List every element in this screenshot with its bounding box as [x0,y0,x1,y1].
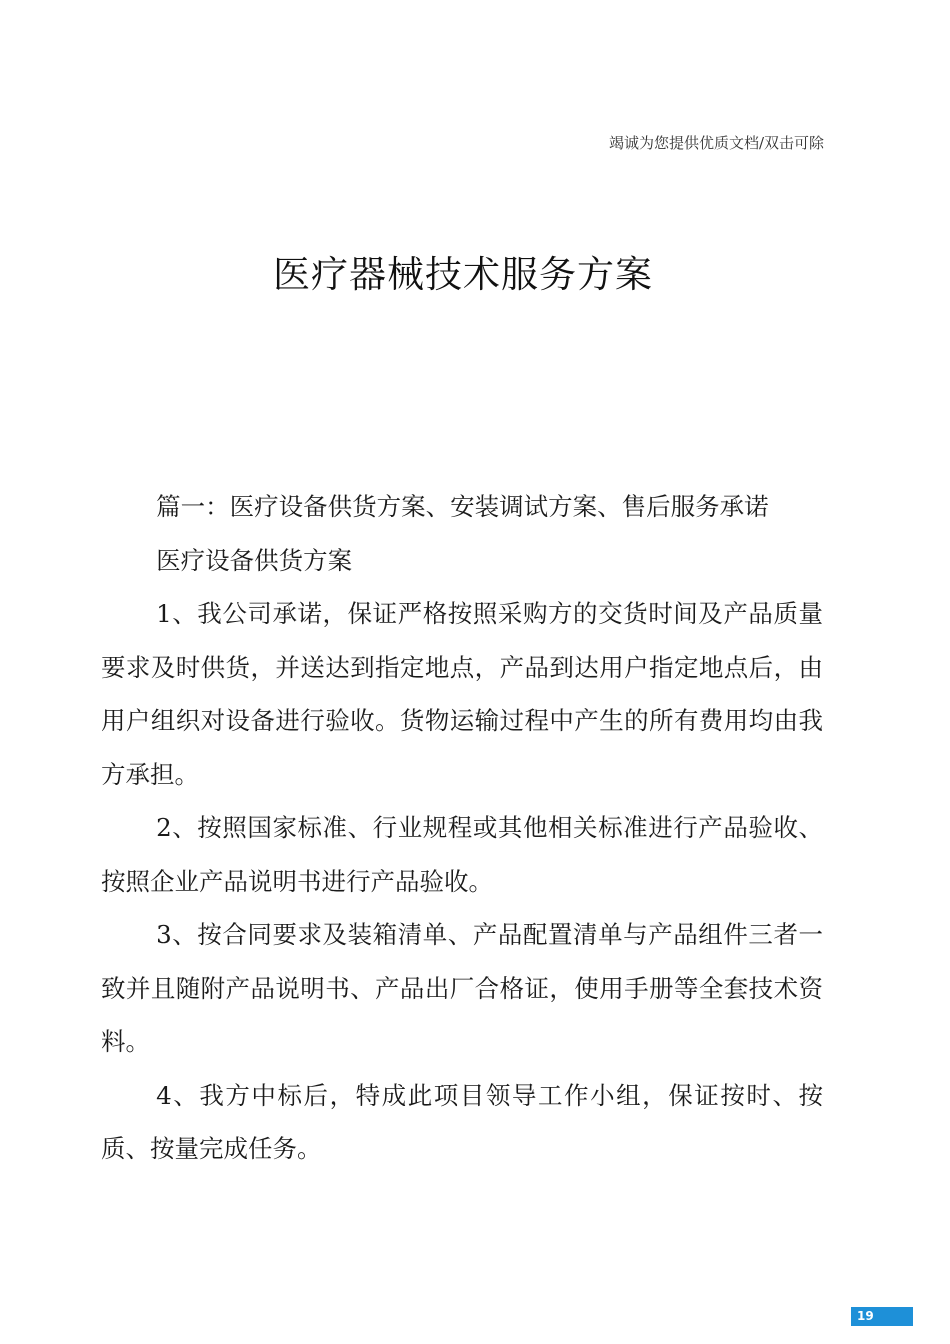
page-number-badge: 19 [851,1307,913,1326]
header-note: 竭诚为您提供优质文档/双击可除 [608,134,824,152]
paragraph-item-2: 2、按照国家标准、行业规程或其他相关标准进行产品验收、按照企业产品说明书进行产品验收。 [101,813,823,896]
paragraph-subheading: 医疗设备供货方案 [156,545,353,575]
document-body [101,480,823,1176]
paragraph-heading: 篇一：医疗设备供货方案、安装调试方案、售后服务承诺 [156,492,769,521]
paragraph-item-3: 3、按合同要求及装箱清单、产品配置清单与产品组件三者一致并且随附产品说明书、产品出厂合格证，使用手册等全套技术资料。 [101,920,823,1056]
paragraph-item-4: 4、我方中标后，特成此项目领导工作小组，保证按时、按质、按量完成任务。 [101,1080,823,1163]
document-title: 医疗器械技术服务方案 [273,253,653,296]
paragraph-item-1: 1、我公司承诺，保证严格按照采购方的交货时间及产品质量要求及时供货，并送达到指定地点，产品到达用户指定地点后，由用户组织对设备进行验收。货物运输过程中产生的所有费用均由我方承担。 [101,599,823,789]
